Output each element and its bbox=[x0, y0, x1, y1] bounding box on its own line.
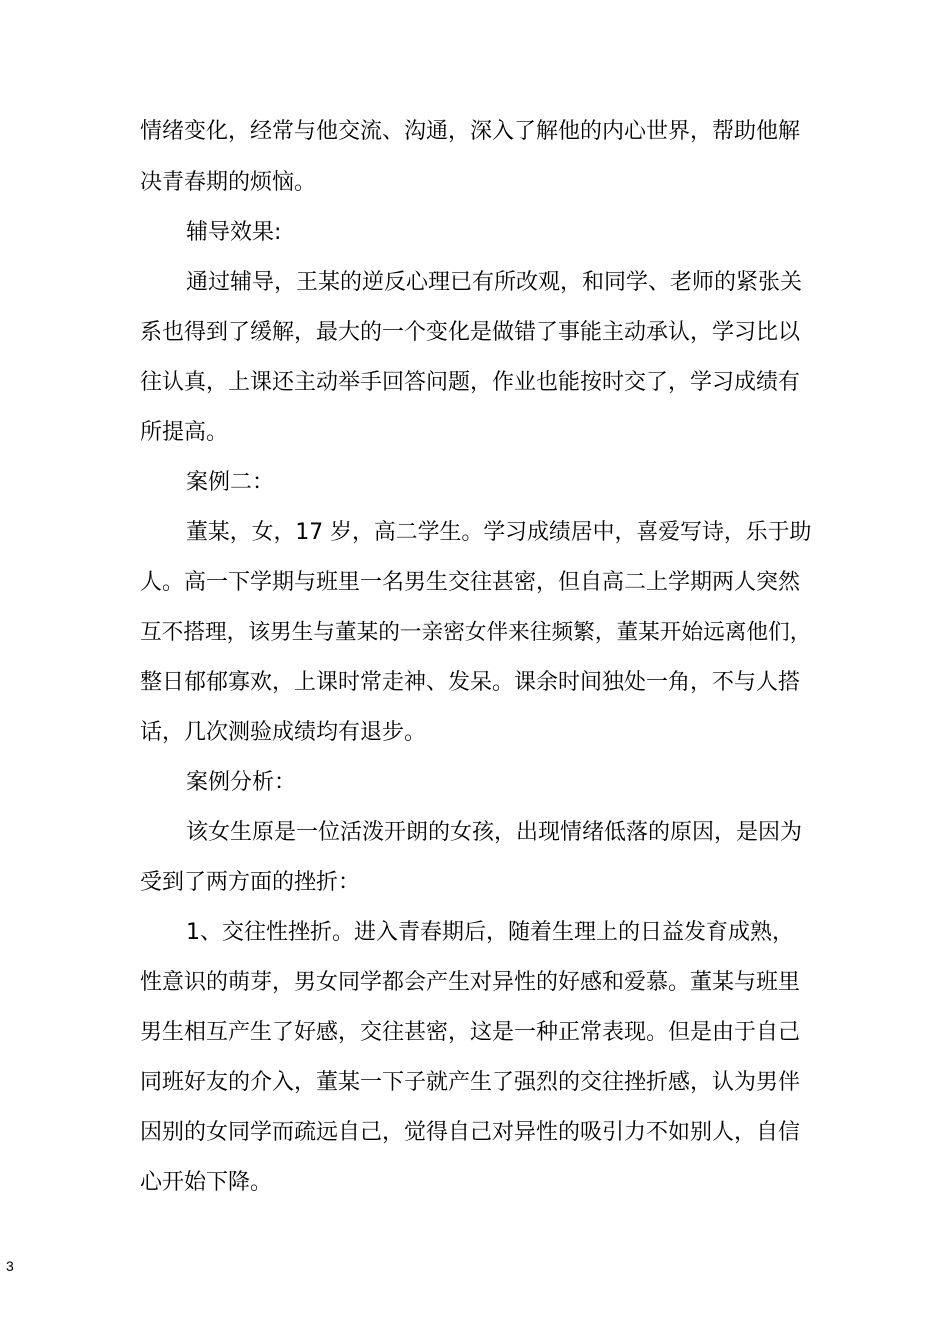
text-line-1: 情绪变化，经常与他交流、沟通，深入了解他的内心世界，帮助他解 bbox=[140, 119, 801, 144]
text-line-17: 1、交往性挫折。进入青春期后，随着生理上的日益发育成熟， bbox=[186, 920, 794, 945]
text-line-15: 该女生原是一位活泼开朗的女孩，出现情绪低落的原因，是因为 bbox=[186, 820, 803, 845]
text-line-16: 受到了两方面的挫折： bbox=[140, 870, 361, 895]
page-number: 3 bbox=[6, 1258, 14, 1274]
text-line-2: 决青春期的烦恼。 bbox=[140, 170, 317, 195]
text-line-22: 心开始下降。 bbox=[140, 1170, 273, 1195]
text-line-12: 整日郁郁寡欢，上课时常走神、发呆。课余时间独处一角，不与人搭 bbox=[140, 670, 801, 695]
text-line-20: 同班好友的介入，董某一下子就产生了强烈的交往挫折感，认为男伴 bbox=[140, 1070, 801, 1095]
text-line-19: 男生相互产生了好感，交往甚密，这是一种正常表现。但是由于自己 bbox=[140, 1020, 801, 1045]
section-heading-case-two: 案例二： bbox=[186, 470, 275, 495]
text-line-21: 因别的女同学而疏远自己，觉得自己对异性的吸引力不如别人，自信 bbox=[140, 1120, 801, 1145]
text-line-18: 性意识的萌芽，男女同学都会产生对异性的好感和爱慕。董某与班里 bbox=[140, 970, 801, 995]
text-line-6: 往认真，上课还主动举手回答问题，作业也能按时交了，学习成绩有 bbox=[140, 370, 801, 395]
text-line-4: 通过辅导，王某的逆反心理已有所改观，和同学、老师的紧张关 bbox=[186, 270, 803, 295]
text-line-9: 董某，女，17 岁，高二学生。学习成绩居中，喜爱写诗，乐于助 bbox=[186, 520, 812, 545]
text-line-10: 人。高一下学期与班里一名男生交往甚密，但自高二上学期两人突然 bbox=[140, 570, 801, 595]
text-line-11: 互不搭理，该男生与董某的一亲密女伴来往频繁，董某开始远离他们， bbox=[140, 620, 812, 645]
text-line-13: 话，几次测验成绩均有退步。 bbox=[140, 720, 427, 745]
text-line-5: 系也得到了缓解，最大的一个变化是做错了事能主动承认，学习比以 bbox=[140, 320, 801, 345]
section-heading-counseling-effect: 辅导效果: bbox=[186, 220, 282, 245]
text-line-7: 所提高。 bbox=[140, 420, 229, 445]
section-heading-case-analysis: 案例分析： bbox=[186, 770, 297, 795]
